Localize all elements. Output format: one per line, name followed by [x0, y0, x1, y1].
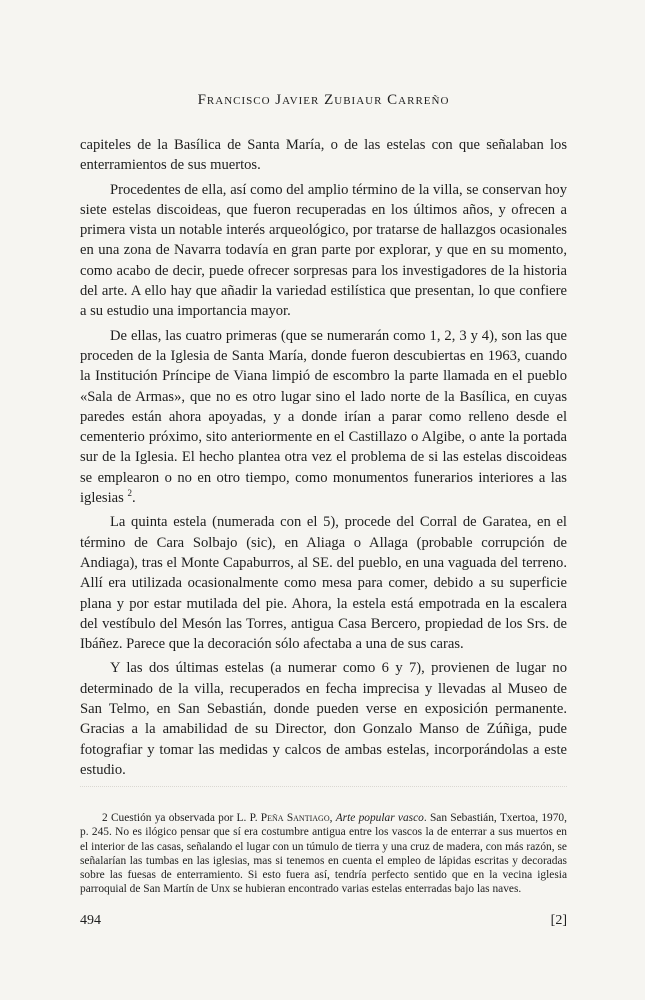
footnote-lead: Cuestión ya observada por L. P.: [110, 812, 258, 825]
paragraph-1: capiteles de la Basílica de Santa María, o de las estelas con que señalaban los enterramientos de sus muertos.: [80, 137, 567, 174]
paragraph-4: La quinta estela (numerada con el 5), procede del Corral de Garatea, en el término de Cara Solbajo (sic), en Aliaga o Allaga (probable corrupción de Andiaga), tras el Monte Capaburros, al SE. del pueblo, en una vaguada del terreno. Allí era utilizada ocasionalmente como mesa para comer, debido a su superficie plana y por estar mutilada del pie. Ahora, la estela está empotrada en la escalera del vestíbulo del Mesón las Torres, antigua Casa Bercero, propiedad de los Srs. de Ibáñez. Parece que la decoración sólo afectaba a una de sus caras.: [80, 514, 567, 653]
footnote-rest: . San Sebastián, Txertoa, 1970, p. 245. No es ilógico pensar que sí era costumbre antigua entre los vascos la de enterrar a sus muertos en el interior de las casas, señalando el lugar con un túmulo de tierra y una cruz de madera, con más razón, se señalarían las tumbas en las iglesias, mas si tenemos en cuenta el empleo de lápidas escritas y decoradas sobre las fuesas de enterramiento. Si esto fuera así, tendría perfecto sentido que en la vecina iglesia parroquial de San Martín de Unx se hubieran encontrado varias estelas enterradas bajo las naves.: [80, 812, 567, 896]
running-head: Francisco Javier Zubiaur Carreño: [197, 92, 450, 108]
section-marker: [2]: [550, 913, 567, 928]
footnote-separator: ,: [329, 812, 333, 825]
footnote: [80, 811, 567, 896]
footnote-number: 2: [102, 812, 108, 825]
page: [80, 92, 567, 896]
page-number: 494: [80, 913, 101, 928]
paragraph-2: Procedentes de ella, así como del amplio término de la villa, se conservan hoy siete estelas discoideas, que fueron recuperadas en los últimos años, y ofrecen a primera vista un notable interés arqueológico, por tratarse de hallazgos ocasionales en una zona de Navarra todavía en gran parte por explorar, y que en su momento, como acabo de decir, puede ofrecer sorpresas para los investigadores de la historia del arte. A ello hay que añadir la variedad estilística que presentan, lo que confiere a su estudio una importancia mayor.: [80, 181, 567, 320]
footnote-reference[interactable]: 2: [127, 488, 132, 499]
paragraph-3-text: De ellas, las cuatro primeras (que se numerarán como 1, 2, 3 y 4), son las que proceden de la Iglesia de Santa María, donde fueron descubiertas en 1963, cuando la Institución Príncipe de Viana limpió de escombro la parte llamada en el pueblo «Sala de Armas», que no es otro lugar sino el lado norte de la Basílica, en cuyas paredes están ahora apoyadas, y a donde irían a parar como relleno desde el cementerio próximo, sito anteriormente en el Castillazo o Algibe, o ante la portada sur de la Iglesia. El hecho plantea otra vez el problema de si las estelas discoideas se emplearon o no en otro tiempo, como monumentos funerarios interiores a las iglesias: [80, 327, 567, 507]
show-through-noise: [80, 786, 567, 807]
paragraph-5: Y las dos últimas estelas (a numerar como 6 y 7), provienen de lugar no determinado de la villa, recuperados en fecha imprecisa y llevadas al Museo de San Telmo, en San Sebastián, donde pueden verse en exposición permanente. Gracias a la amabilidad de su Director, don Gonzalo Manso de Zúñiga, pude fotografiar y tomar las medidas y calcos de ambas estelas, incorporándolas a este estudio.: [80, 660, 567, 778]
paragraph-3-end: .: [131, 490, 136, 507]
footnote-author: Peña Santiago: [260, 812, 330, 825]
paragraph-3: [80, 326, 567, 509]
footnote-work-title: Arte popular vasco: [335, 812, 424, 825]
body-text: [80, 135, 567, 780]
